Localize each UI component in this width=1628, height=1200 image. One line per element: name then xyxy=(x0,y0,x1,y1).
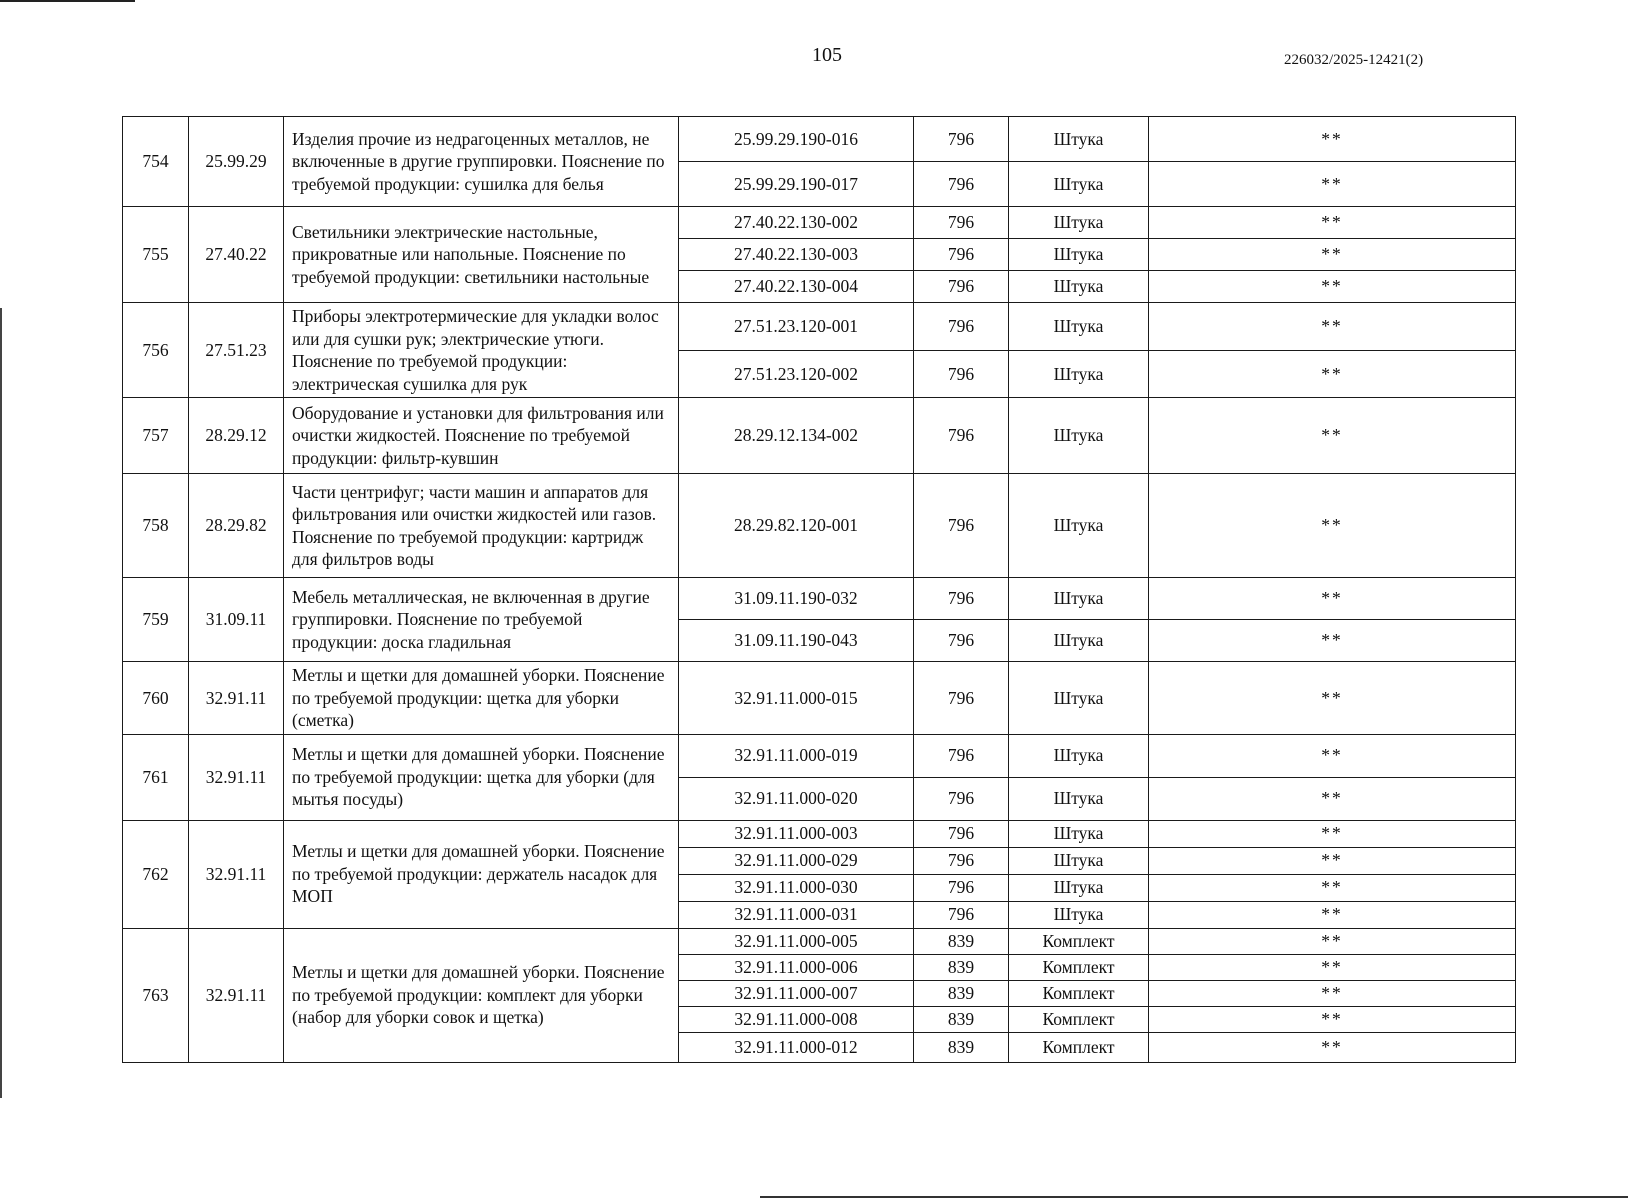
product-description: Оборудование и установки для фильтрования или очистки жидкостей. Пояснение по требуемой продукции: фильтр-кувшин xyxy=(284,398,679,474)
unit-name: Штука xyxy=(1009,162,1149,207)
okei-code: 796 xyxy=(914,820,1009,847)
unit-name: Комплект xyxy=(1009,928,1149,954)
unit-name: Комплект xyxy=(1009,1006,1149,1032)
okei-code: 839 xyxy=(914,980,1009,1006)
table-row xyxy=(123,398,1516,474)
okei-code: 796 xyxy=(914,350,1009,398)
table-row xyxy=(123,928,1516,954)
note-mark: ** xyxy=(1149,954,1516,980)
table-row xyxy=(123,117,1516,162)
okpd-code: 32.91.11 xyxy=(189,928,284,1062)
product-description: Светильники электрические настольные, прикроватные или напольные. Пояснение по требуемой продукции: светильники настольные xyxy=(284,207,679,303)
okei-code: 796 xyxy=(914,239,1009,271)
unit-name: Комплект xyxy=(1009,980,1149,1006)
note-mark: ** xyxy=(1149,1006,1516,1032)
okpd-code: 32.91.11 xyxy=(189,662,284,735)
unit-name: Штука xyxy=(1009,662,1149,735)
ktru-code: 32.91.11.000-029 xyxy=(679,847,914,874)
note-mark: ** xyxy=(1149,928,1516,954)
note-mark: ** xyxy=(1149,734,1516,777)
okei-code: 796 xyxy=(914,303,1009,351)
ktru-code: 32.91.11.000-020 xyxy=(679,777,914,820)
ktru-code: 32.91.11.000-005 xyxy=(679,928,914,954)
ktru-code: 32.91.11.000-003 xyxy=(679,820,914,847)
okei-code: 796 xyxy=(914,847,1009,874)
okpd-code: 25.99.29 xyxy=(189,117,284,207)
okei-code: 796 xyxy=(914,398,1009,474)
ktru-code: 32.91.11.000-012 xyxy=(679,1032,914,1062)
note-mark: ** xyxy=(1149,901,1516,928)
ktru-code: 28.29.12.134-002 xyxy=(679,398,914,474)
row-number: 758 xyxy=(123,474,189,578)
okpd-code: 32.91.11 xyxy=(189,734,284,820)
top-edge-rule xyxy=(0,0,135,2)
table-row xyxy=(123,820,1516,847)
unit-name: Штука xyxy=(1009,734,1149,777)
note-mark: ** xyxy=(1149,162,1516,207)
ktru-code: 27.40.22.130-003 xyxy=(679,239,914,271)
unit-name: Штука xyxy=(1009,398,1149,474)
okei-code: 796 xyxy=(914,207,1009,239)
row-number: 759 xyxy=(123,578,189,662)
ktru-code: 32.91.11.000-006 xyxy=(679,954,914,980)
row-number: 756 xyxy=(123,303,189,398)
row-number: 754 xyxy=(123,117,189,207)
row-number: 762 xyxy=(123,820,189,928)
unit-name: Комплект xyxy=(1009,1032,1149,1062)
note-mark: ** xyxy=(1149,662,1516,735)
table-row xyxy=(123,662,1516,735)
unit-name: Штука xyxy=(1009,207,1149,239)
row-number: 757 xyxy=(123,398,189,474)
row-number: 761 xyxy=(123,734,189,820)
note-mark: ** xyxy=(1149,847,1516,874)
product-description: Части центрифуг; части машин и аппаратов для фильтрования или очистки жидкостей или газов. Пояснение по требуемой продукции: картридж для фильтров воды xyxy=(284,474,679,578)
row-number: 760 xyxy=(123,662,189,735)
ktru-code: 31.09.11.190-032 xyxy=(679,578,914,620)
okei-code: 839 xyxy=(914,1006,1009,1032)
ktru-code: 32.91.11.000-019 xyxy=(679,734,914,777)
note-mark: ** xyxy=(1149,874,1516,901)
note-mark: ** xyxy=(1149,980,1516,1006)
note-mark: ** xyxy=(1149,303,1516,351)
table-row xyxy=(123,578,1516,620)
note-mark: ** xyxy=(1149,350,1516,398)
ktru-code: 27.40.22.130-004 xyxy=(679,271,914,303)
scan-edge-line xyxy=(0,308,2,1098)
unit-name: Штука xyxy=(1009,239,1149,271)
unit-name: Штука xyxy=(1009,901,1149,928)
note-mark: ** xyxy=(1149,777,1516,820)
page-number: 105 xyxy=(812,44,842,66)
note-mark: ** xyxy=(1149,271,1516,303)
ktru-code: 28.29.82.120-001 xyxy=(679,474,914,578)
okpd-code: 32.91.11 xyxy=(189,820,284,928)
ktru-code: 25.99.29.190-017 xyxy=(679,162,914,207)
okei-code: 796 xyxy=(914,271,1009,303)
unit-name: Штука xyxy=(1009,578,1149,620)
okpd-code: 27.51.23 xyxy=(189,303,284,398)
unit-name: Штука xyxy=(1009,271,1149,303)
table-row xyxy=(123,207,1516,239)
note-mark: ** xyxy=(1149,1032,1516,1062)
okei-code: 839 xyxy=(914,928,1009,954)
note-mark: ** xyxy=(1149,578,1516,620)
unit-name: Штука xyxy=(1009,303,1149,351)
table-row xyxy=(123,734,1516,777)
ktru-code: 32.91.11.000-008 xyxy=(679,1006,914,1032)
okei-code: 796 xyxy=(914,620,1009,662)
note-mark: ** xyxy=(1149,117,1516,162)
document-reference: 226032/2025-12421(2) xyxy=(1284,52,1424,68)
note-mark: ** xyxy=(1149,820,1516,847)
table-row xyxy=(123,303,1516,351)
ktru-code: 25.99.29.190-016 xyxy=(679,117,914,162)
products-table xyxy=(122,116,1516,1063)
okei-code: 796 xyxy=(914,874,1009,901)
okei-code: 796 xyxy=(914,162,1009,207)
okpd-code: 28.29.82 xyxy=(189,474,284,578)
okpd-code: 28.29.12 xyxy=(189,398,284,474)
note-mark: ** xyxy=(1149,239,1516,271)
unit-name: Комплект xyxy=(1009,954,1149,980)
okei-code: 796 xyxy=(914,474,1009,578)
note-mark: ** xyxy=(1149,474,1516,578)
unit-name: Штука xyxy=(1009,874,1149,901)
unit-name: Штука xyxy=(1009,620,1149,662)
okpd-code: 27.40.22 xyxy=(189,207,284,303)
row-number: 755 xyxy=(123,207,189,303)
table-row xyxy=(123,474,1516,578)
unit-name: Штука xyxy=(1009,777,1149,820)
unit-name: Штука xyxy=(1009,847,1149,874)
okei-code: 796 xyxy=(914,777,1009,820)
unit-name: Штука xyxy=(1009,350,1149,398)
okei-code: 839 xyxy=(914,954,1009,980)
product-description: Метлы и щетки для домашней уборки. Пояснение по требуемой продукции: комплект для уборки (набор для уборки совок и щетка) xyxy=(284,928,679,1062)
bottom-edge-rule xyxy=(760,1196,1628,1198)
okei-code: 796 xyxy=(914,901,1009,928)
okei-code: 796 xyxy=(914,662,1009,735)
okei-code: 796 xyxy=(914,578,1009,620)
products-table-body xyxy=(123,117,1516,1063)
note-mark: ** xyxy=(1149,620,1516,662)
product-description: Мебель металлическая, не включенная в другие группировки. Пояснение по требуемой продукции: доска гладильная xyxy=(284,578,679,662)
okei-code: 796 xyxy=(914,117,1009,162)
product-description: Метлы и щетки для домашней уборки. Пояснение по требуемой продукции: щетка для уборки (сметка) xyxy=(284,662,679,735)
okei-code: 796 xyxy=(914,734,1009,777)
ktru-code: 27.51.23.120-002 xyxy=(679,350,914,398)
okpd-code: 31.09.11 xyxy=(189,578,284,662)
product-description: Изделия прочие из недрагоценных металлов, не включенные в другие группировки. Пояснение по требуемой продукции: сушилка для белья xyxy=(284,117,679,207)
ktru-code: 32.91.11.000-030 xyxy=(679,874,914,901)
product-description: Метлы и щетки для домашней уборки. Пояснение по требуемой продукции: щетка для уборки (для мытья посуды) xyxy=(284,734,679,820)
ktru-code: 31.09.11.190-043 xyxy=(679,620,914,662)
product-description: Приборы электротермические для укладки волос или для сушки рук; электрические утюги. Пояснение по требуемой продукции: электрическая сушилка для рук xyxy=(284,303,679,398)
unit-name: Штука xyxy=(1009,117,1149,162)
product-description: Метлы и щетки для домашней уборки. Пояснение по требуемой продукции: держатель насадок для МОП xyxy=(284,820,679,928)
unit-name: Штука xyxy=(1009,820,1149,847)
ktru-code: 27.51.23.120-001 xyxy=(679,303,914,351)
ktru-code: 32.91.11.000-031 xyxy=(679,901,914,928)
ktru-code: 32.91.11.000-015 xyxy=(679,662,914,735)
ktru-code: 27.40.22.130-002 xyxy=(679,207,914,239)
okei-code: 839 xyxy=(914,1032,1009,1062)
row-number: 763 xyxy=(123,928,189,1062)
note-mark: ** xyxy=(1149,398,1516,474)
unit-name: Штука xyxy=(1009,474,1149,578)
ktru-code: 32.91.11.000-007 xyxy=(679,980,914,1006)
note-mark: ** xyxy=(1149,207,1516,239)
